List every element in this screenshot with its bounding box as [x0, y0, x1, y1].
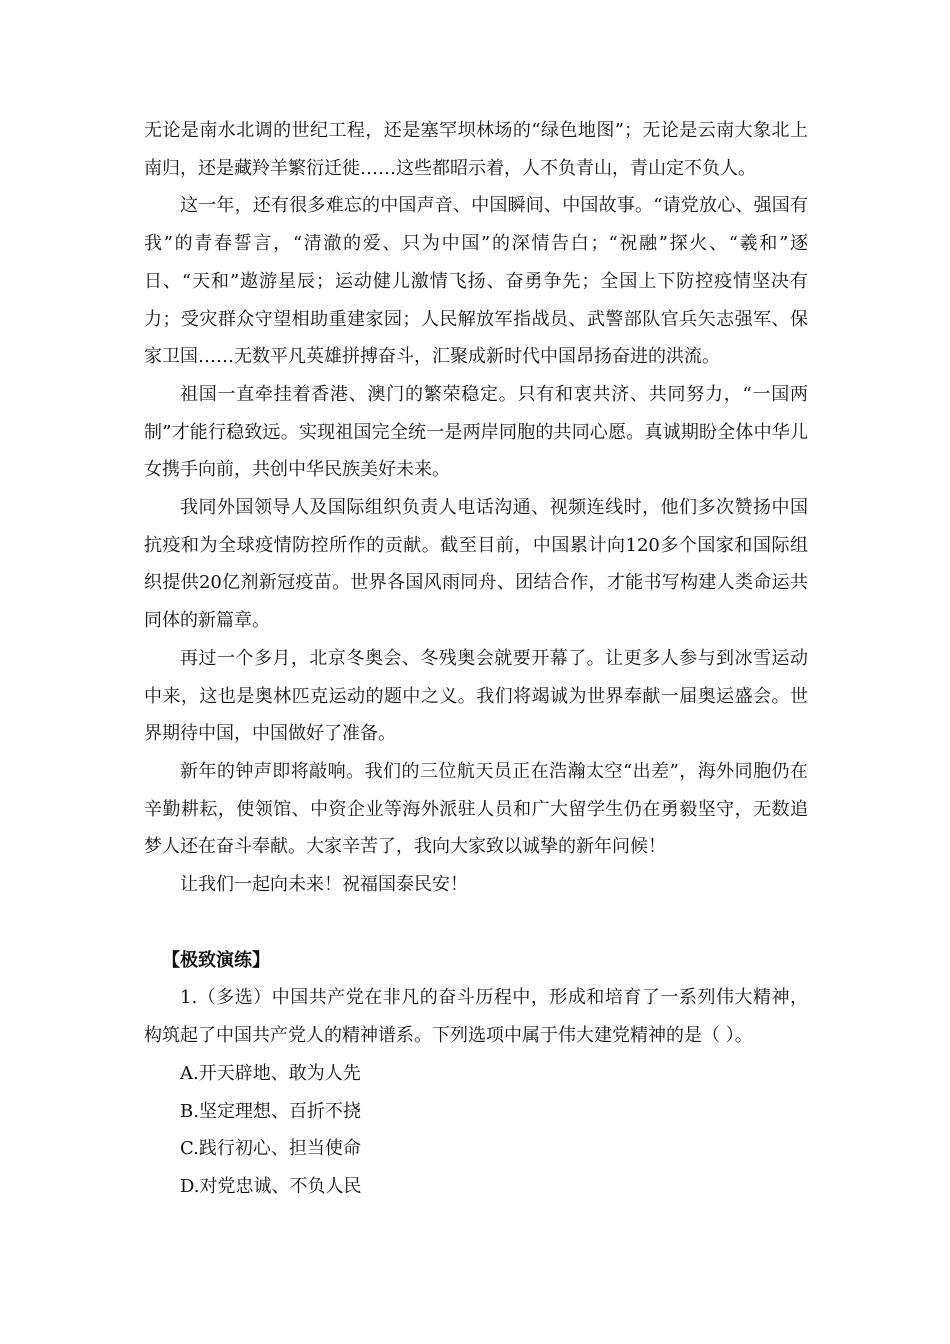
- section-spacer: [144, 904, 808, 942]
- speech-paragraph-5: 再过一个多月，北京冬奥会、冬残奥会就要开幕了。让更多人参与到冰雪运动中来，这也是奥林匹克运动的题中之义。我们将竭诚为世界奉献一届奥运盛会。世界期待中国，中国做好了准备。: [144, 647, 808, 745]
- speech-paragraph-3: 祖国一直牵挂着香港、澳门的繁荣稳定。只有和衷共济、共同努力，“一国两制”才能行稳致远。实现祖国完全统一是两岸同胞的共同心愿。真诚期盼全体中华儿女携手向前，共创中华民族美好未来。: [144, 383, 808, 481]
- exercise-heading: 【极致演练】: [162, 949, 270, 971]
- option-c: C.践行初心、担当使命: [180, 1138, 361, 1160]
- speech-paragraph-1: 无论是南水北调的世纪工程，还是塞罕坝林场的“绿色地图”；无论是云南大象北上南归，还是藏羚羊繁衍迁徙……这些都昭示着，人不负青山，青山定不负人。: [144, 120, 808, 179]
- speech-paragraph-2: 这一年，还有很多难忘的中国声音、中国瞬间、中国故事。“请党放心、强国有我”的青春誓言，“清澈的爱、只为中国”的深情告白；“祝融”探火、“羲和”逐日、“天和”遨游星辰；运动健儿激情飞扬、奋勇争先；全国上下防控疫情坚决有力；受灾群众守望相助重建家园；人民解放军指战员、武警部队官兵矢志强军、保家卫国……无数平凡英雄拼搏奋斗，汇聚成新时代中国昂扬奋进的洪流。: [144, 195, 808, 368]
- speech-paragraph-7: 让我们一起向未来！祝福国泰民安！: [180, 874, 468, 896]
- speech-paragraph-4: 我同外国领导人及国际组织负责人电话沟通、视频连线时，他们多次赞扬中国抗疫和为全球疫情防控所作的贡献。截至目前，中国累计向120多个国家和国际组织提供20亿剂新冠疫苗。世界各国风雨同舟、团结合作，才能书写构建人类命运共同体的新篇章。: [144, 497, 808, 632]
- document-page: [144, 112, 808, 1206]
- option-b: B.坚定理想、百折不挠: [180, 1100, 361, 1122]
- question-text: 1.（多选）中国共产党在非凡的奋斗历程中，形成和培育了一系列伟大精神，构筑起了中国共产党人的精神谱系。下列选项中属于伟大建党精神的是（ ）。: [144, 987, 808, 1047]
- speech-paragraph-6: 新年的钟声即将敲响。我们的三位航天员正在浩瀚太空“出差”，海外同胞仍在辛勤耕耘，使领馆、中资企业等海外派驻人员和广大留学生仍在勇毅坚守，无数追梦人还在奋斗奉献。大家辛苦了，我向大家致以诚挚的新年问候！: [144, 760, 808, 858]
- option-d: D.对党忠诚、不负人民: [180, 1175, 362, 1197]
- option-a: A.开天辟地、敢为人先: [180, 1062, 361, 1084]
